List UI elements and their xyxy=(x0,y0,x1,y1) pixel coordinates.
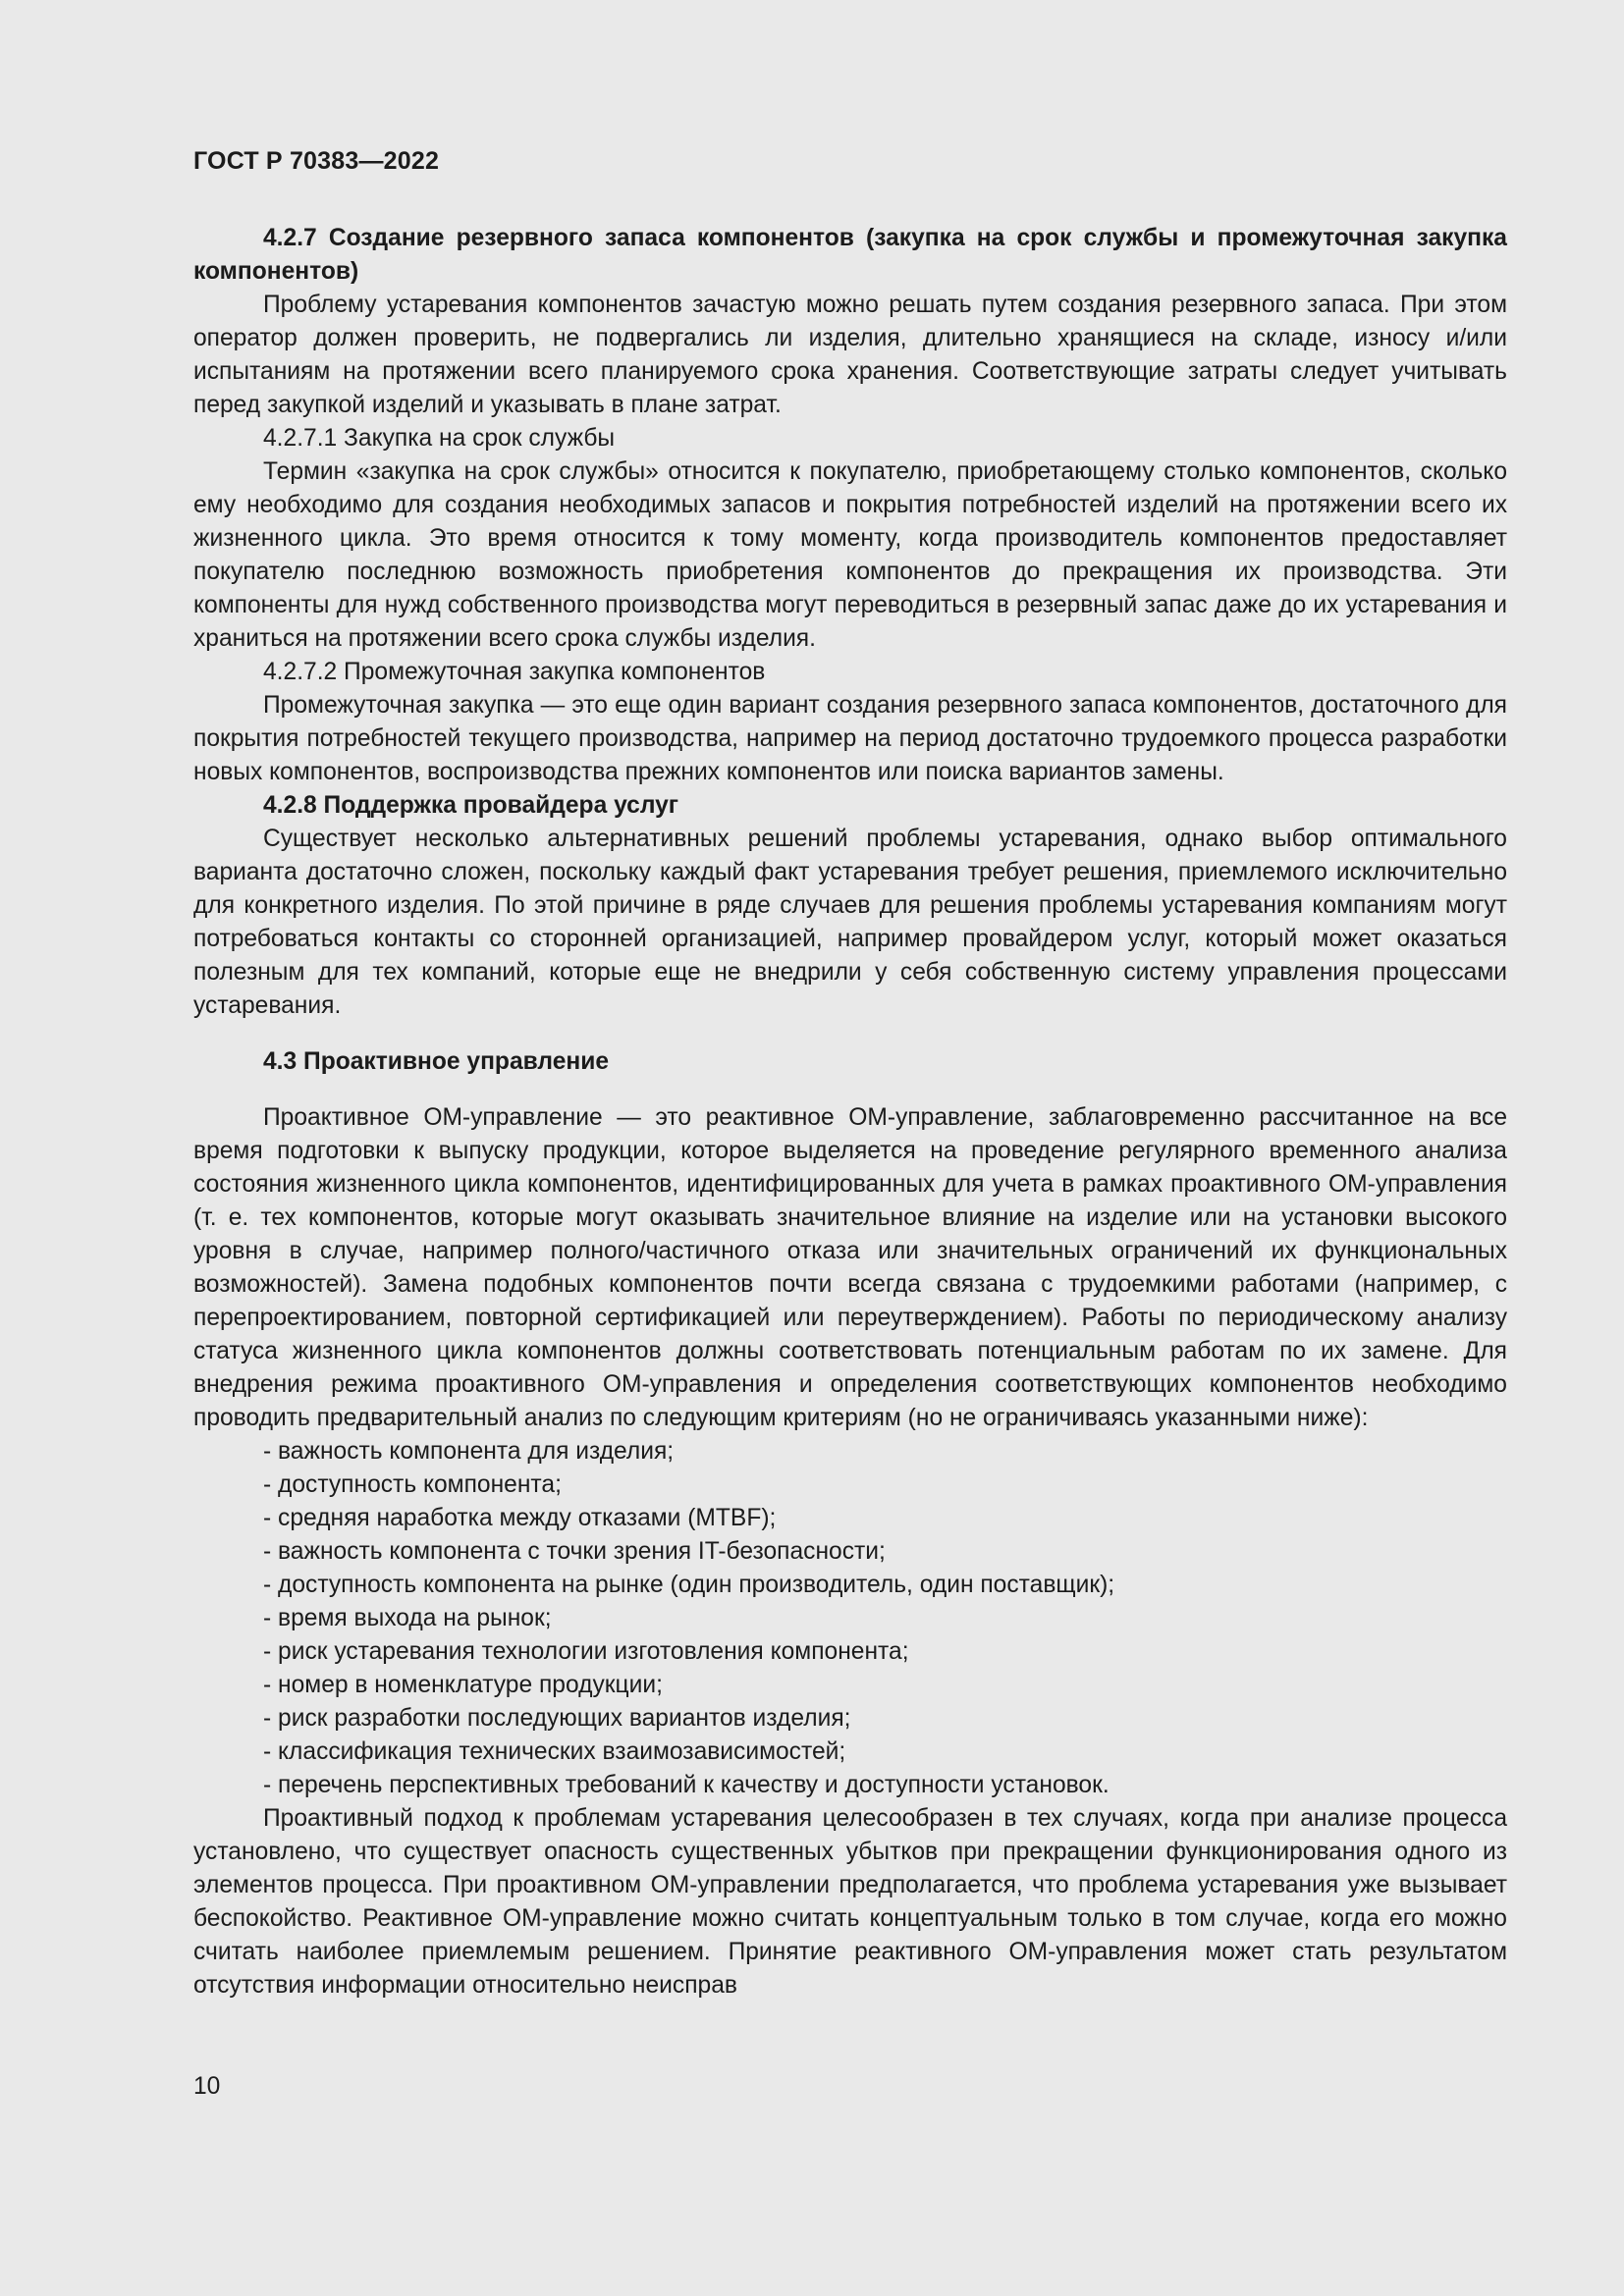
heading-4-3: 4.3 Проактивное управление xyxy=(263,1048,610,1075)
list-item: - перечень перспективных требований к качеству и доступности установок. xyxy=(263,1772,1110,1798)
paragraph-4-3-proactive: Проактивный подход к проблемам устаревания целесообразен в тех случаях, когда при анализе процесса установлено, что существует опасность существенных убытков при прекращении функционирования одного из элементов процесса. При проактивном ОМ-управлении предполагается, что проблема устаревания уже вызывает беспокойство. Реактивное ОМ-управление можно считать концептуальным только в том случае, когда его можно считать наиболее приемлемым решением. Принятие реактивного ОМ-управления может стать результатом отсутствия информации относительно неисправ xyxy=(193,1805,1507,1999)
list-item: - важность компонента с точки зрения IT-безопасности; xyxy=(263,1538,886,1565)
list-item: - доступность компонента; xyxy=(263,1471,562,1498)
page-number: 10 xyxy=(193,2073,221,2100)
heading-4-2-7: 4.2.7 Создание резервного запаса компонентов (закупка на срок службы и промежуточная закупка компонентов) xyxy=(193,225,1507,285)
list-item: - риск разработки последующих вариантов изделия; xyxy=(263,1705,851,1732)
list-item: - риск устаревания технологии изготовления компонента; xyxy=(263,1638,909,1665)
list-item: - доступность компонента на рынке (один производитель, один поставщик); xyxy=(263,1572,1115,1598)
paragraph-4-2-7-1: Термин «закупка на срок службы» относится к покупателю, приобретающему столько компонентов, сколько ему необходимо для создания необходимых запасов и покрытия потребностей изделий на протяжении всего их жизненного цикла. Это время относится к тому моменту, когда производитель компонентов предоставляет покупателю последнюю возможность приобретения компонентов до прекращения их производства. Эти компоненты для нужд собственного производства могут переводиться в резервный запас даже до их устаревания и храниться на протяжении всего срока службы изделия. xyxy=(193,458,1507,652)
paragraph-4-2-7: Проблему устаревания компонентов зачастую можно решать путем создания резервного запаса. При этом оператор должен проверить, не подвергались ли изделия, длительно хранящиеся на складе, износу и/или испытаниям на протяжении всего планируемого срока хранения. Соответствующие затраты следует учитывать перед закупкой изделий и указывать в плане затрат. xyxy=(193,292,1507,418)
document-body xyxy=(193,222,1507,2002)
heading-4-2-7-2: 4.2.7.2 Промежуточная закупка компонентов xyxy=(263,659,766,685)
criteria-list xyxy=(193,1435,1507,1802)
list-item: - номер в номенклатуре продукции; xyxy=(263,1672,663,1698)
paragraph-4-2-8: Существует несколько альтернативных решений проблемы устаревания, однако выбор оптимального варианта достаточно сложен, поскольку каждый факт устаревания требует решения, приемлемого исключительно для конкретного изделия. По этой причине в ряде случаев для решения проблемы устаревания компаниям могут потребоваться контакты со сторонней организацией, например провайдером услуг, который может оказаться полезным для тех компаний, которые еще не внедрили у себя собственную систему управления процессами устаревания. xyxy=(193,826,1507,1019)
list-item: - классификация технических взаимозависимостей; xyxy=(263,1738,846,1765)
paragraph-4-2-7-2: Промежуточная закупка — это еще один вариант создания резервного запаса компонентов, достаточного для покрытия потребностей текущего производства, например на период достаточно трудоемкого процесса разработки новых компонентов, воспроизводства прежних компонентов или поиска вариантов замены. xyxy=(193,692,1507,785)
document-header: ГОСТ Р 70383—2022 xyxy=(193,147,440,175)
list-item: - средняя наработка между отказами (MTBF); xyxy=(263,1505,777,1531)
paragraph-4-3-intro: Проактивное ОМ-управление — это реактивное ОМ-управление, заблаговременно рассчитанное на все время подготовки к выпуску продукции, которое выделяется на проведение регулярного временного анализа состояния жизненного цикла компонентов, идентифицированных для учета в рамках проактивного ОМ-управления (т. е. тех компонентов, которые могут оказывать значительное влияние на изделие или на установки высокого уровня в случае, например полного/частичного отказа или значительных ограничений их функциональных возможностей). Замена подобных компонентов почти всегда связана с трудоемкими работами (например, с перепроектированием, повторной сертификацией или переутверждением). Работы по периодическому анализу статуса жизненного цикла компонентов должны соответствовать потенциальным работам по их замене. Для внедрения режима проактивного ОМ-управления и определения соответствующих компонентов необходимо проводить предварительный анализ по следующим критериям (но не ограничиваясь указанными ниже): xyxy=(193,1104,1507,1431)
heading-4-2-7-1: 4.2.7.1 Закупка на срок службы xyxy=(263,425,616,452)
heading-4-2-8: 4.2.8 Поддержка провайдера услуг xyxy=(263,792,679,819)
list-item: - время выхода на рынок; xyxy=(263,1605,552,1631)
list-item: - важность компонента для изделия; xyxy=(263,1438,675,1465)
